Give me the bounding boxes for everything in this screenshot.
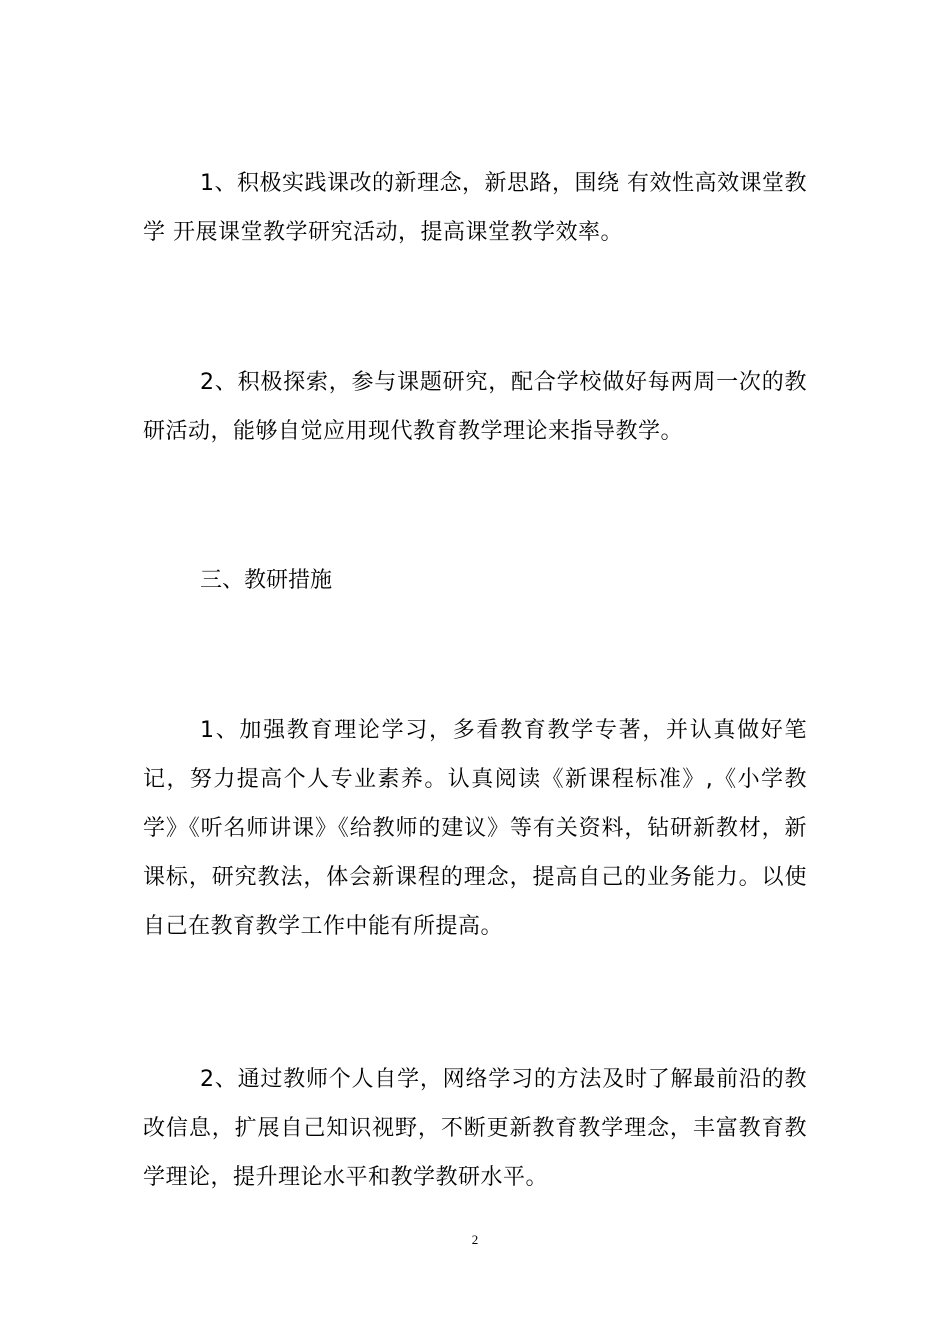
section-heading: 三、教研措施 — [200, 568, 333, 593]
paragraph-goal-1: 1、积极实践课改的新理念，新思路，围绕 有效性高效课堂教学 开展课堂教学研究活动，提高课堂教学效率。 — [143, 171, 807, 245]
paragraph-goal-2: 2、积极探索，参与课题研究，配合学校做好每两周一次的教研活动，能够自觉应用现代教育教学理论来指导教学。 — [143, 370, 807, 444]
paragraph-measure-2: 2、通过教师个人自学，网络学习的方法及时了解最前沿的教改信息，扩展自己知识视野，不断更新教育教学理念，丰富教育教学理论，提升理论水平和教学教研水平。 — [143, 1067, 807, 1190]
page-number: 2 — [471, 1232, 479, 1247]
paragraph-measure-1: 1、加强教育理论学习，多看教育教学专著，并认真做好笔记，努力提高个人专业素养。认真阅读《新课程标准》,《小学教学》《听名师讲课》《给教师的建议》等有关资料，钻研新教材，新课标，研究教法，体会新课程的理念，提高自己的业务能力。以使自己在教育教学工作中能有所提高。 — [143, 718, 807, 939]
